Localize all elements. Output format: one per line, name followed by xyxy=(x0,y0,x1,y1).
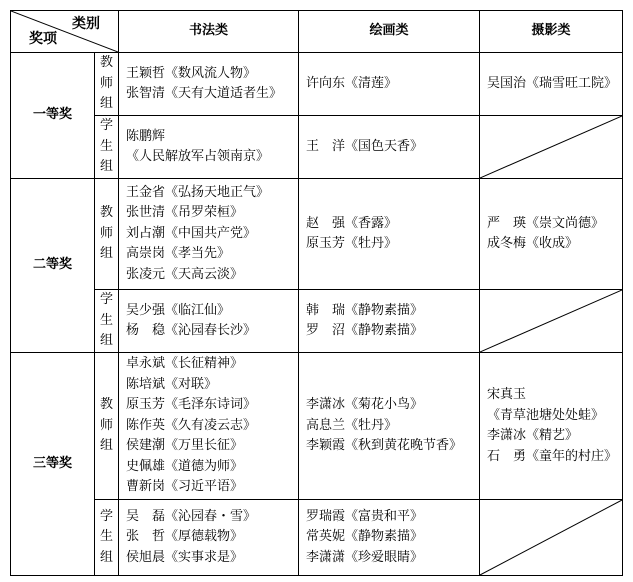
table-row xyxy=(11,353,623,500)
group-label-char: 师 xyxy=(99,75,113,91)
award-entry: 《青草池塘处处蛙》 xyxy=(487,407,605,423)
empty-cell-diagonal xyxy=(480,116,622,178)
header-row xyxy=(11,11,623,53)
group-label-char: 组 xyxy=(99,333,113,349)
award-entry: 史佩雄《道德为师》 xyxy=(126,458,244,474)
photography-entries-cell xyxy=(480,179,623,290)
table-row xyxy=(11,500,623,576)
award-entry: 李潇冰《菊花小鸟》 xyxy=(306,397,424,413)
group-label-char: 组 xyxy=(99,159,113,175)
award-entry: 石 勇《童年的村庄》 xyxy=(487,448,618,464)
award-entry: 《人民解放军占领南京》 xyxy=(126,149,270,164)
award-entry: 许向东《清莲》 xyxy=(306,75,398,91)
photography-entries-cell xyxy=(480,53,623,116)
award-entry: 宋真玉 xyxy=(487,387,527,402)
award-entry: 张智清《天有大道适者生》 xyxy=(126,86,283,101)
award-entry: 曹新岗《习近平语》 xyxy=(126,479,244,495)
empty-photography-cell xyxy=(480,290,623,353)
award-entry: 张世清《吊罗荣桓》 xyxy=(126,205,244,221)
painting-entries-cell xyxy=(299,179,480,290)
group-student-cell xyxy=(95,500,119,576)
award-entry: 常英妮《静物素描》 xyxy=(306,529,424,545)
award-entry: 吴 磊《沁园春・雪》 xyxy=(126,508,257,524)
award-entry: 李潇冰《精艺》 xyxy=(487,428,579,443)
empty-photography-cell xyxy=(480,116,623,179)
group-teacher-cell xyxy=(95,179,119,290)
group-label-char: 生 xyxy=(99,312,113,328)
group-label-char: 教 xyxy=(99,397,113,413)
award-entry: 成冬梅《收成》 xyxy=(487,236,579,251)
group-label-char: 师 xyxy=(99,225,113,241)
award-entry: 严 瑛《崇文尚德》 xyxy=(487,215,605,231)
award-entry: 王 洋《国色天香》 xyxy=(306,138,424,154)
group-student-cell xyxy=(95,116,119,179)
award-level-cell: 一等奖 xyxy=(11,53,95,179)
award-level-cell: 二等奖 xyxy=(11,179,95,353)
award-entry: 赵 强《香露》 xyxy=(306,215,398,231)
group-label-char: 组 xyxy=(99,438,113,454)
awards-table xyxy=(10,10,623,576)
award-entry: 张凌元《天高云淡》 xyxy=(126,266,244,282)
award-entry: 原玉芳《毛泽东诗词》 xyxy=(126,397,257,413)
group-student-cell xyxy=(95,290,119,353)
column-header-painting: 绘画类 xyxy=(299,11,480,53)
painting-entries-cell xyxy=(299,290,480,353)
award-entry: 卓永斌《长征精神》 xyxy=(126,356,244,372)
empty-cell-diagonal xyxy=(480,290,622,352)
photography-entries-cell xyxy=(480,353,623,500)
award-entry: 高息兰《牡丹》 xyxy=(306,417,398,433)
group-label-char: 组 xyxy=(99,96,113,112)
award-entry: 罗瑞霞《富贵和平》 xyxy=(306,508,424,524)
award-entry: 李颖霞《秋到黄花晚节香》 xyxy=(306,438,463,454)
group-label-char: 组 xyxy=(99,549,113,565)
painting-entries-cell xyxy=(299,500,480,576)
group-label-char: 学 xyxy=(99,118,113,134)
calligraphy-entries-cell xyxy=(119,53,299,116)
calligraphy-entries-cell xyxy=(119,353,299,500)
award-entry: 陈鹏辉 xyxy=(126,128,166,144)
group-label-char: 学 xyxy=(99,508,113,524)
award-entry: 罗 沼《静物素描》 xyxy=(306,323,424,338)
award-level-cell: 三等奖 xyxy=(11,353,95,576)
group-label-char: 生 xyxy=(99,138,113,154)
award-entry: 李潇潇《珍爱眼睛》 xyxy=(306,549,424,565)
award-entry: 刘占潮《中国共产党》 xyxy=(126,225,257,241)
group-label-char: 师 xyxy=(99,417,113,433)
painting-entries-cell xyxy=(299,53,480,116)
empty-cell-diagonal xyxy=(480,500,622,575)
calligraphy-entries-cell xyxy=(119,179,299,290)
award-entry: 侯建潮《万里长征》 xyxy=(126,438,244,454)
corner-diagonal-line xyxy=(11,11,118,52)
award-entry: 吴少强《临江仙》 xyxy=(126,302,231,318)
award-entry: 陈培斌《对联》 xyxy=(126,376,218,392)
painting-entries-cell xyxy=(299,353,480,500)
table-row xyxy=(11,179,623,290)
award-entry: 原玉芳《牡丹》 xyxy=(306,236,398,251)
award-entry: 张 哲《厚德载物》 xyxy=(126,529,244,545)
award-label: 奖项 xyxy=(29,30,57,47)
empty-photography-cell xyxy=(480,500,623,576)
award-entry: 杨 稳《沁园春长沙》 xyxy=(126,323,257,338)
group-teacher-cell xyxy=(95,53,119,116)
calligraphy-entries-cell xyxy=(119,116,299,179)
award-entry: 韩 瑞《静物素描》 xyxy=(306,302,424,318)
group-label-char: 生 xyxy=(99,529,113,545)
table-row xyxy=(11,116,623,179)
column-header-calligraphy: 书法类 xyxy=(119,11,299,53)
calligraphy-entries-cell xyxy=(119,290,299,353)
group-label-char: 学 xyxy=(99,292,113,308)
award-entry: 高崇岗《孝当先》 xyxy=(126,246,231,262)
group-label-char: 教 xyxy=(99,55,113,71)
header-corner-cell xyxy=(11,11,119,53)
group-label-char: 组 xyxy=(99,246,113,262)
table-row xyxy=(11,53,623,116)
award-entry: 王金省《弘扬天地正气》 xyxy=(126,184,270,200)
award-entry: 吴国治《瑞雪旺工院》 xyxy=(487,75,618,91)
category-label: 类别 xyxy=(72,16,100,32)
calligraphy-entries-cell xyxy=(119,500,299,576)
column-header-photography: 摄影类 xyxy=(480,11,623,53)
award-entry: 王颖哲《数风流人物》 xyxy=(126,65,257,81)
table-row xyxy=(11,290,623,353)
group-teacher-cell xyxy=(95,353,119,500)
painting-entries-cell xyxy=(299,116,480,179)
group-label-char: 教 xyxy=(99,205,113,221)
award-entry: 陈作英《久有凌云志》 xyxy=(126,417,257,433)
award-entry: 侯旭晨《实事求是》 xyxy=(126,549,244,565)
